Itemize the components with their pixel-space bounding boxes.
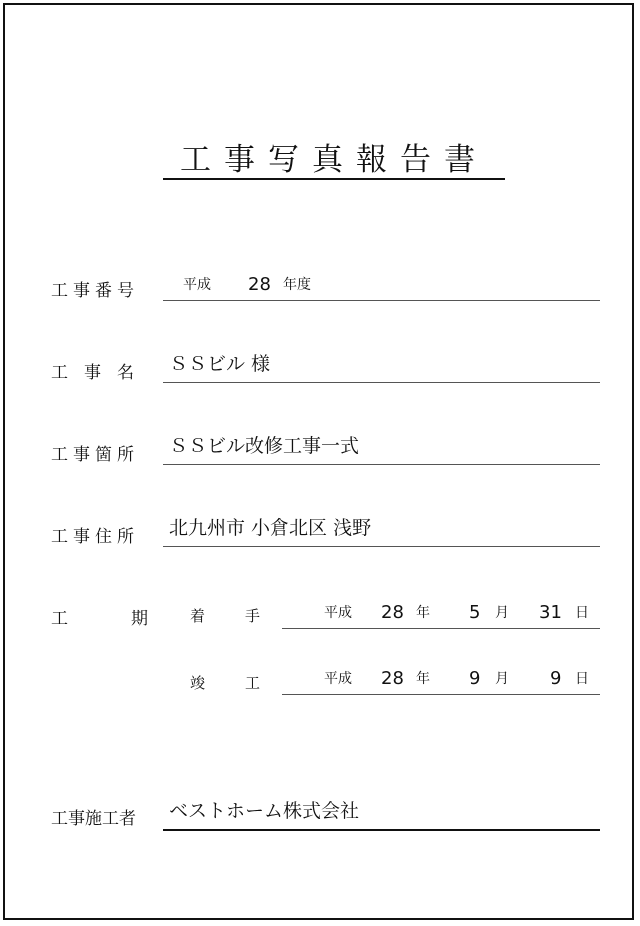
construction-address-field: [163, 512, 600, 547]
construction-location-field: [163, 430, 600, 465]
construction-number-label: 工事番号: [51, 281, 139, 301]
contractor-label: 工事施工者: [51, 809, 136, 829]
period-end-year: 28: [381, 668, 404, 689]
construction-address-value: 北九州市 小倉北区 浅野: [169, 517, 372, 539]
construction-period-label: [51, 604, 148, 629]
period-start-label: 着手: [190, 607, 301, 625]
period-end-field: [282, 660, 600, 695]
period-end-era: 平成: [324, 671, 352, 687]
construction-number-suffix: 年度: [283, 277, 311, 293]
period-char-1: 工: [51, 609, 68, 629]
construction-name-label: 工事名: [51, 363, 150, 383]
period-end-month-unit: 月: [495, 671, 509, 687]
period-start-era: 平成: [324, 605, 352, 621]
period-start-year-unit: 年: [416, 605, 430, 621]
construction-name-value: ＳＳビル 様: [169, 353, 271, 375]
period-char-2: 期: [131, 609, 148, 629]
period-end-day-unit: 日: [575, 671, 589, 687]
construction-name-field: [163, 348, 600, 383]
period-start-month-unit: 月: [495, 605, 509, 621]
contractor-field: [163, 794, 600, 831]
construction-location-label: 工事箇所: [51, 445, 139, 465]
construction-number-era: 平成: [183, 277, 211, 293]
construction-number-year: 28: [248, 274, 271, 295]
period-start-field: [282, 594, 600, 629]
construction-number-field: [163, 266, 600, 301]
period-start-month: 5: [469, 602, 481, 623]
period-start-year: 28: [381, 602, 404, 623]
contractor-value: ベストホーム株式会社: [169, 800, 360, 822]
document-title: 工事写真報告書: [163, 140, 505, 180]
period-start-day-unit: 日: [575, 605, 589, 621]
period-end-label: 竣工: [190, 674, 301, 692]
construction-location-value: ＳＳビル改修工事一式: [169, 435, 360, 457]
period-end-day: 9: [550, 668, 562, 689]
period-end-year-unit: 年: [416, 671, 430, 687]
period-end-month: 9: [469, 668, 481, 689]
construction-address-label: 工事住所: [51, 527, 139, 547]
period-start-day: 31: [539, 602, 562, 623]
